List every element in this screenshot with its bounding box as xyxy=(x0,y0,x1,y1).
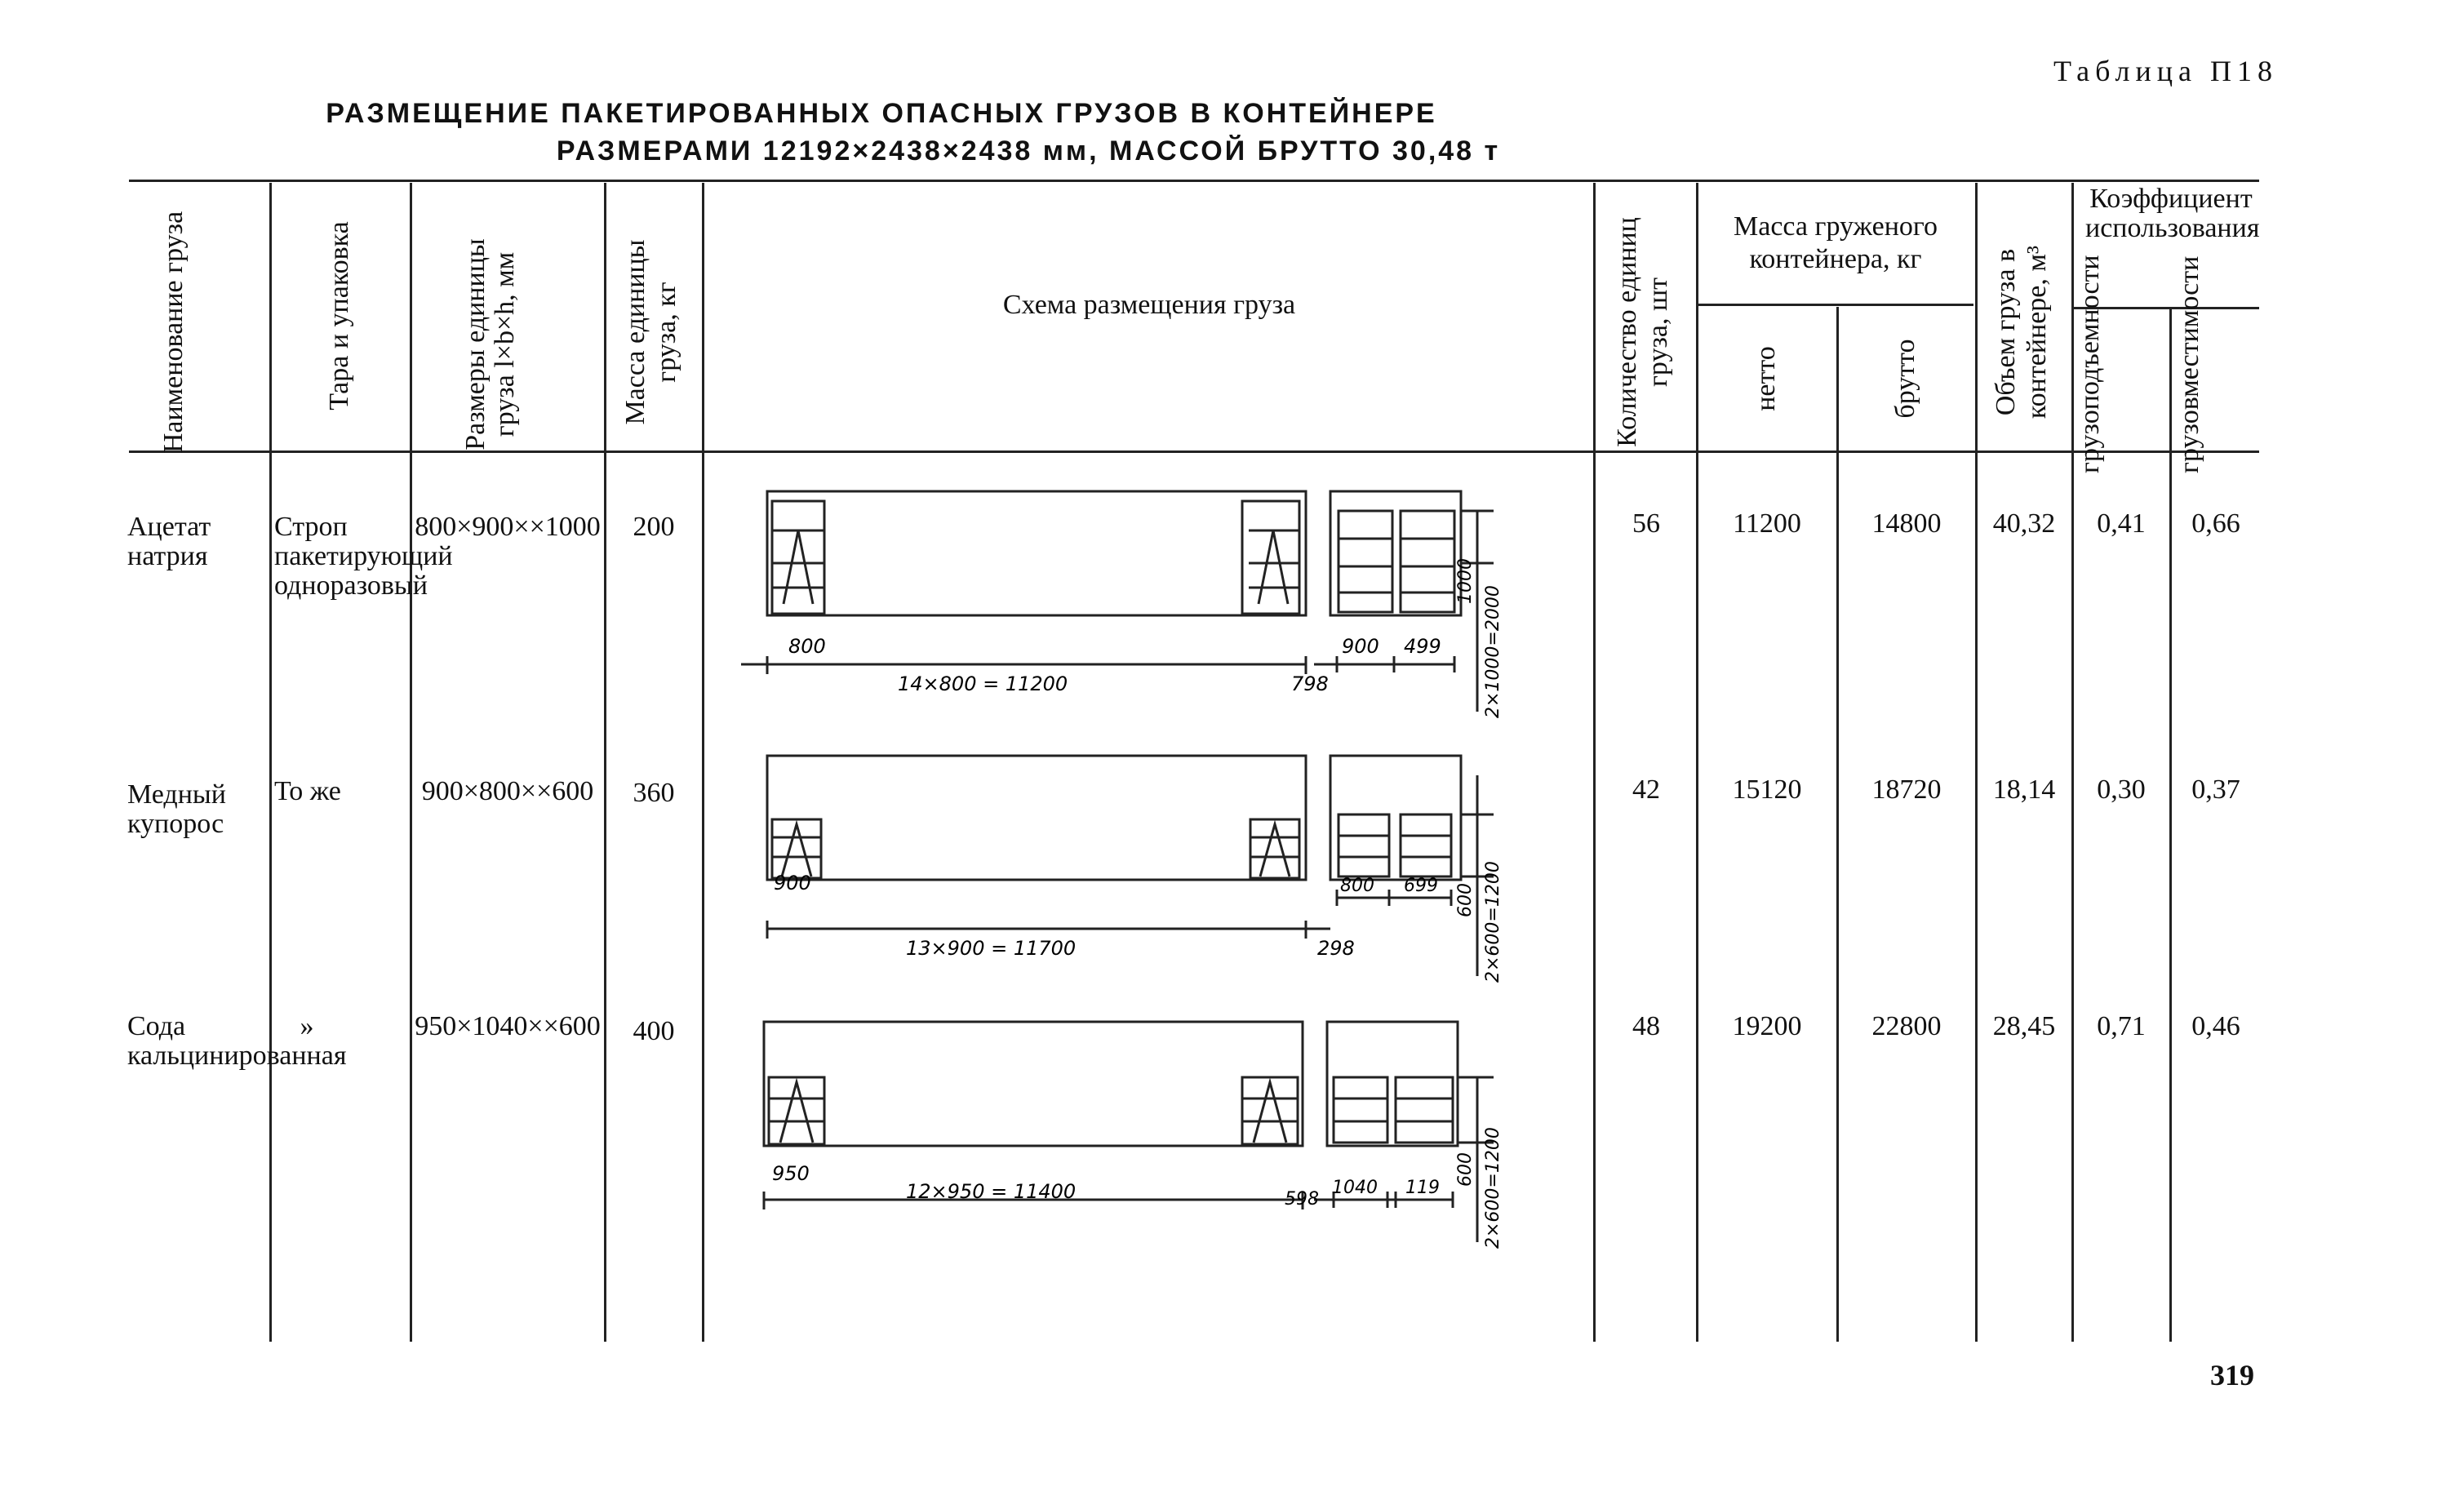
row1-coef-capacity: 0,41 xyxy=(2097,508,2146,539)
row2-dim-w1: 800 xyxy=(1340,876,1374,896)
row2-container-side-view xyxy=(767,756,1306,880)
row2-coef-volume: 0,37 xyxy=(2191,774,2240,805)
row2-scheme-diagram xyxy=(710,746,1592,991)
col-divider-2 xyxy=(410,183,412,1342)
row3-unit-mass: 400 xyxy=(633,1016,675,1046)
row1-dim-unit: 800 xyxy=(788,635,826,658)
row1-container-side-view xyxy=(767,491,1306,615)
row3-coef-capacity: 0,71 xyxy=(2097,1011,2146,1041)
row2-unit-mass: 360 xyxy=(633,778,675,808)
row1-net: 11200 xyxy=(1733,508,1801,539)
row1-dim-rest: 798 xyxy=(1291,672,1329,695)
row1-scheme-diagram xyxy=(710,482,1592,726)
header-unit-mass: Масса единицы груза, кг xyxy=(620,239,681,425)
header-volume: Объем груза в контейнере, м³ xyxy=(1991,245,2052,419)
header-coef-volume: грузовместимости xyxy=(2174,255,2204,473)
col-divider-3 xyxy=(604,183,606,1342)
row3-dim-w1: 1040 xyxy=(1332,1178,1378,1198)
row1-name: Ацетат натрия xyxy=(127,512,211,571)
row2-container-end-view xyxy=(1330,756,1461,880)
table-title-line-1: РАЗМЕЩЕНИЕ ПАКЕТИРОВАННЫХ ОПАСНЫХ ГРУЗОВ В КОНТЕЙНЕРЕ xyxy=(326,98,1437,129)
row3-dim-total: 12×950 = 11400 xyxy=(906,1180,1077,1203)
header-packaging: Тара и упаковка xyxy=(324,221,354,411)
row2-name: Медный купорос xyxy=(127,779,226,839)
row2-coef-capacity: 0,30 xyxy=(2097,774,2146,805)
header-bottom-rule xyxy=(129,450,2259,453)
row1-size: 800×900××1000 xyxy=(415,512,601,542)
header-net: нетто xyxy=(1751,346,1781,411)
row3-dim-rest: 598 xyxy=(1285,1189,1319,1209)
row2-dim-stack: 2×600=1200 xyxy=(1483,861,1503,983)
col-divider-5 xyxy=(1593,183,1596,1342)
row2-dim-rest: 298 xyxy=(1317,937,1355,960)
row3-name: Сода кальцинированная xyxy=(127,1011,347,1071)
row1-coef-volume: 0,66 xyxy=(2191,508,2240,539)
row1-volume: 40,32 xyxy=(1992,508,2056,539)
row1-count: 56 xyxy=(1632,508,1660,539)
row2-dim-unit: 900 xyxy=(774,872,811,894)
row1-dim-w1: 900 xyxy=(1342,635,1379,658)
row3-net: 19200 xyxy=(1732,1011,1802,1041)
row3-volume: 28,45 xyxy=(1992,1011,2056,1041)
header-name: Наименование груза xyxy=(158,211,189,454)
row1-dim-h: 1000 xyxy=(1455,558,1476,604)
col-divider-8 xyxy=(1975,183,1978,1342)
row3-container-side-view xyxy=(764,1022,1303,1146)
row2-count: 42 xyxy=(1632,774,1660,805)
row1-packaging: Строп пакетирующий одноразовый xyxy=(274,512,453,601)
row2-dim-total: 13×900 = 11700 xyxy=(906,937,1077,960)
header-count: Количество единиц груза, шт xyxy=(1612,217,1673,447)
row3-coef-volume: 0,46 xyxy=(2191,1011,2240,1041)
row2-dim-h: 600 xyxy=(1455,883,1476,917)
col-divider-1 xyxy=(269,183,272,1342)
table-top-rule xyxy=(129,180,2259,182)
row3-scheme-diagram xyxy=(710,1012,1592,1257)
row1-dim-stack: 2×1000=2000 xyxy=(1483,585,1503,718)
header-loaded-mass: Масса груженого контейнера, кг xyxy=(1734,211,1938,274)
row3-dim-stack: 2×600=1200 xyxy=(1483,1127,1503,1249)
row2-volume: 18,14 xyxy=(1992,774,2056,805)
row2-gross: 18720 xyxy=(1871,774,1942,805)
row3-front-stack xyxy=(769,1077,824,1144)
row1-dim-total: 14×800 = 11200 xyxy=(898,672,1068,695)
row2-packaging: То же xyxy=(274,776,341,806)
row1-unit-mass: 200 xyxy=(633,512,675,542)
header-coef-capacity: грузоподъемности xyxy=(2075,255,2105,473)
row3-dim-h: 600 xyxy=(1455,1152,1476,1187)
row3-gross: 22800 xyxy=(1871,1011,1942,1041)
row3-packaging: » xyxy=(300,1011,314,1041)
header-size: Размеры единицы груза l×b×h, мм xyxy=(460,238,520,450)
row3-container-end-view xyxy=(1327,1022,1458,1146)
header-scheme: Схема размещения груза xyxy=(1002,290,1296,320)
col-divider-7 xyxy=(1836,307,1839,1342)
row2-size: 900×800××600 xyxy=(421,776,594,806)
table-title-line-2: РАЗМЕРАМИ 12192×2438×2438 мм, МАССОЙ БРУТТО 30,48 т xyxy=(556,135,1501,166)
row1-dim-w2: 499 xyxy=(1404,635,1441,658)
col-divider-6 xyxy=(1696,183,1698,1342)
page-number: 319 xyxy=(2210,1359,2254,1391)
row1-rear-stack xyxy=(1242,501,1299,614)
mass-subheader-rule xyxy=(1696,304,1973,306)
row3-rear-stack xyxy=(1242,1077,1298,1144)
col-divider-9 xyxy=(2071,183,2074,1342)
header-gross: брутто xyxy=(1890,339,1920,419)
row2-dim-w2: 699 xyxy=(1404,876,1438,896)
row3-dim-w2: 119 xyxy=(1405,1178,1440,1198)
row1-gross: 14800 xyxy=(1871,508,1942,539)
table-number: Таблица П18 xyxy=(2053,55,2278,87)
header-coef: Коэффициент использования xyxy=(2085,184,2260,243)
row3-size: 950×1040××600 xyxy=(415,1011,601,1041)
col-divider-10 xyxy=(2169,307,2172,1342)
row3-count: 48 xyxy=(1632,1011,1660,1041)
row1-front-stack xyxy=(772,501,824,614)
row2-net: 15120 xyxy=(1732,774,1802,805)
row3-dim-unit: 950 xyxy=(772,1162,810,1185)
col-divider-4 xyxy=(702,183,704,1342)
